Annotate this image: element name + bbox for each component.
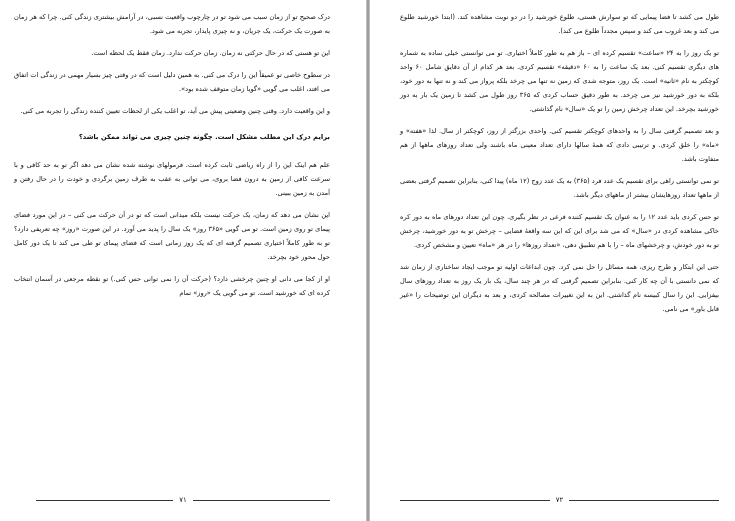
footer-rule <box>193 500 330 501</box>
footer-rule <box>400 500 550 501</box>
paragraph: تو نمی توانستی راهی برای تقسیم یک عدد فرد (۳۶۵) به یک عدد زوج (۱۲ ماه) پیدا کنی، بنابراین تصمیم گرفتی بعضی از ماهها تعداد روزهایشان بیشتر از ماههای دیگر باشد. <box>400 177 719 199</box>
page-number: ۷۱ <box>179 496 187 504</box>
paragraph: در سطوح خاصی تو عمیقاً این را درک می کنی. به همین دلیل است که در وقتی چیز بسیار مهمی در زندگی ات اتفاق می افتد، اغلب می گویی «گویا زمان متوقف شده بود». <box>14 71 330 93</box>
right-page-text <box>400 10 719 316</box>
paragraph: و بعد تصمیم گرفتی سال را به واحدهای کوچکتر تقسیم کنی. واحدی بزرگتر از روز، کوچکتر از سال. لذا «هفته» و «ماه» را خلق کردی. و ترتیبی دادی که همهٔ سالها دارای تعداد معینی ماه باشند ولی تعداد روزهای ماهها از هم متفاوت باشد. <box>400 127 719 163</box>
paragraph: تو حس کردی باید عدد ۱۲ را به عنوان یک تقسیم کننده فرعی در نظر بگیری. چون این تعداد دورهای ماه به دور کره خاکی مشاهده کردی در «سال» که می شد برای این که این سه واقعهٔ فضایی – چرخش تو به دور خورشید، چرخش تو به دور خودش، و چرخشهای ماه – را با هم تطبیق دهی، «تعداد روزها» را در هر «ماه» تعیین و مشخص کردی. <box>400 213 719 249</box>
footer-rule <box>569 500 719 501</box>
paragraph: حتی این ابتکار و طرح ریزی، همه مسائل را حل نمی کرد. چون ابداعات اولیه تو موجب ایجاد ساختاری از زمان شد که نمی دانستی با آن چه کار کنی. بنابراین تصمیم گرفتی که در هر چند سال، یک بار یک روز به تعداد روزهای سال بیفزایی. این را سال کبیسه نام گذاشتی. این به این تغییرات مصالحه کردی، و بعد به دیگران این توضیحات را «غیر قابل باور» می نامی. <box>400 263 719 313</box>
question-heading: برایم درک این مطلب مشکل است. چگونه چنین چیزی می تواند ممکن باشد؟ <box>78 133 330 141</box>
page-footer <box>400 493 719 507</box>
paragraph: او از کجا می دانی او چنین چرخشی دارد؟ (حرکت آن را نمی توانی حس کنی.) تو نقطه مرجعی در آسمان انتخاب کرده ای که خورشید است. تو می گویی یک «روز» تمام <box>14 275 330 297</box>
paragraph: این تو هستی که در حال حرکتی نه زمان. زمان حرکت ندارد. زمان فقط یک لحظه است. <box>91 49 330 57</box>
paragraph: تو یک روز را به ۲۴ «ساعت» تقسیم کرده ای – باز هم به طور کاملاً اختیاری. تو می توانستی خیلی ساده به شماره های دیگری تقسیم کنی. بعد یک ساعت را به ۶۰ «دقیقه» تقسیم کردی. بعد هر کدام از آن دقایق شامل ۶۰ واحد کوچکتر به نام «ثانیه» است. یک روز، متوجه شدی که زمین نه تنها می چرخد بلکه پرواز می کند و نه تنها به دور خود، بلکه به دور خورشید نیز می چرخد. به طور دقیق حساب کردی که ۳۶۵ روز طول می کشد تا زمین یک بار به دور خورشید بچرخد. این تعداد چرخش زمین را تو یک «سال» نام گذاشتی. <box>400 49 720 113</box>
paragraph: این نشان می دهد که زمان، یک حرکت نیست بلکه میدانی است که تو در آن حرکت می کنی – در این مورد فضای پیمای تو روی زمین است. تو می گویی «۳۶۵ روز» یک سال را پدید می آورد. در این صورت «روز» چه تعریفی دارد؟ تو به طور کاملاً اختیاری تصمیم گرفته ای که یک روز زمانی است که فضای پیمای تو طی می کند تا یک دور کامل حول محور خود بچرخد. <box>14 211 330 261</box>
left-page <box>0 0 366 521</box>
right-page <box>370 0 735 521</box>
left-page-text <box>14 10 330 300</box>
footer-rule <box>36 500 173 501</box>
paragraph: و این واقعیت دارد. وقتی چنین وضعیتی پیش می آید، تو اغلب یکی از لحظات تعیین کننده زندگی را تجربه می کنی. <box>20 107 330 115</box>
page-number: ۷۲ <box>555 496 564 504</box>
paragraph: طول می کشد تا فضا پیمایی که تو سوارش هستی، طلوع خورشید را در دو نوبت مشاهده کند. (ابتدا خورشید طلوع می کند و بعد غروب می کند و سپس مجدداً طلوع می کند). <box>400 13 719 35</box>
page-footer <box>36 493 330 507</box>
paragraph: درک صحیح تو از زمان سبب می شود تو در چارچوب واقعیت نسبی، در آرامش بیشتری زندگی کنی. چرا که هر زمان به صورت یک حرکت، یک جریان، و نه چیزی پایدار، تجربه می شود. <box>14 13 330 35</box>
paragraph: علم هم اینک این را از راه ریاضی ثابت کرده است. فرمولهای نوشته شده نشان می دهد اگر تو به حد کافی و با سرعت کافی از زمین به درون فضا بروی، می توانی به عقب به طرف زمین برگردی و خودت را در حال رفتن و آمدن به زمین ببینی. <box>14 161 330 197</box>
